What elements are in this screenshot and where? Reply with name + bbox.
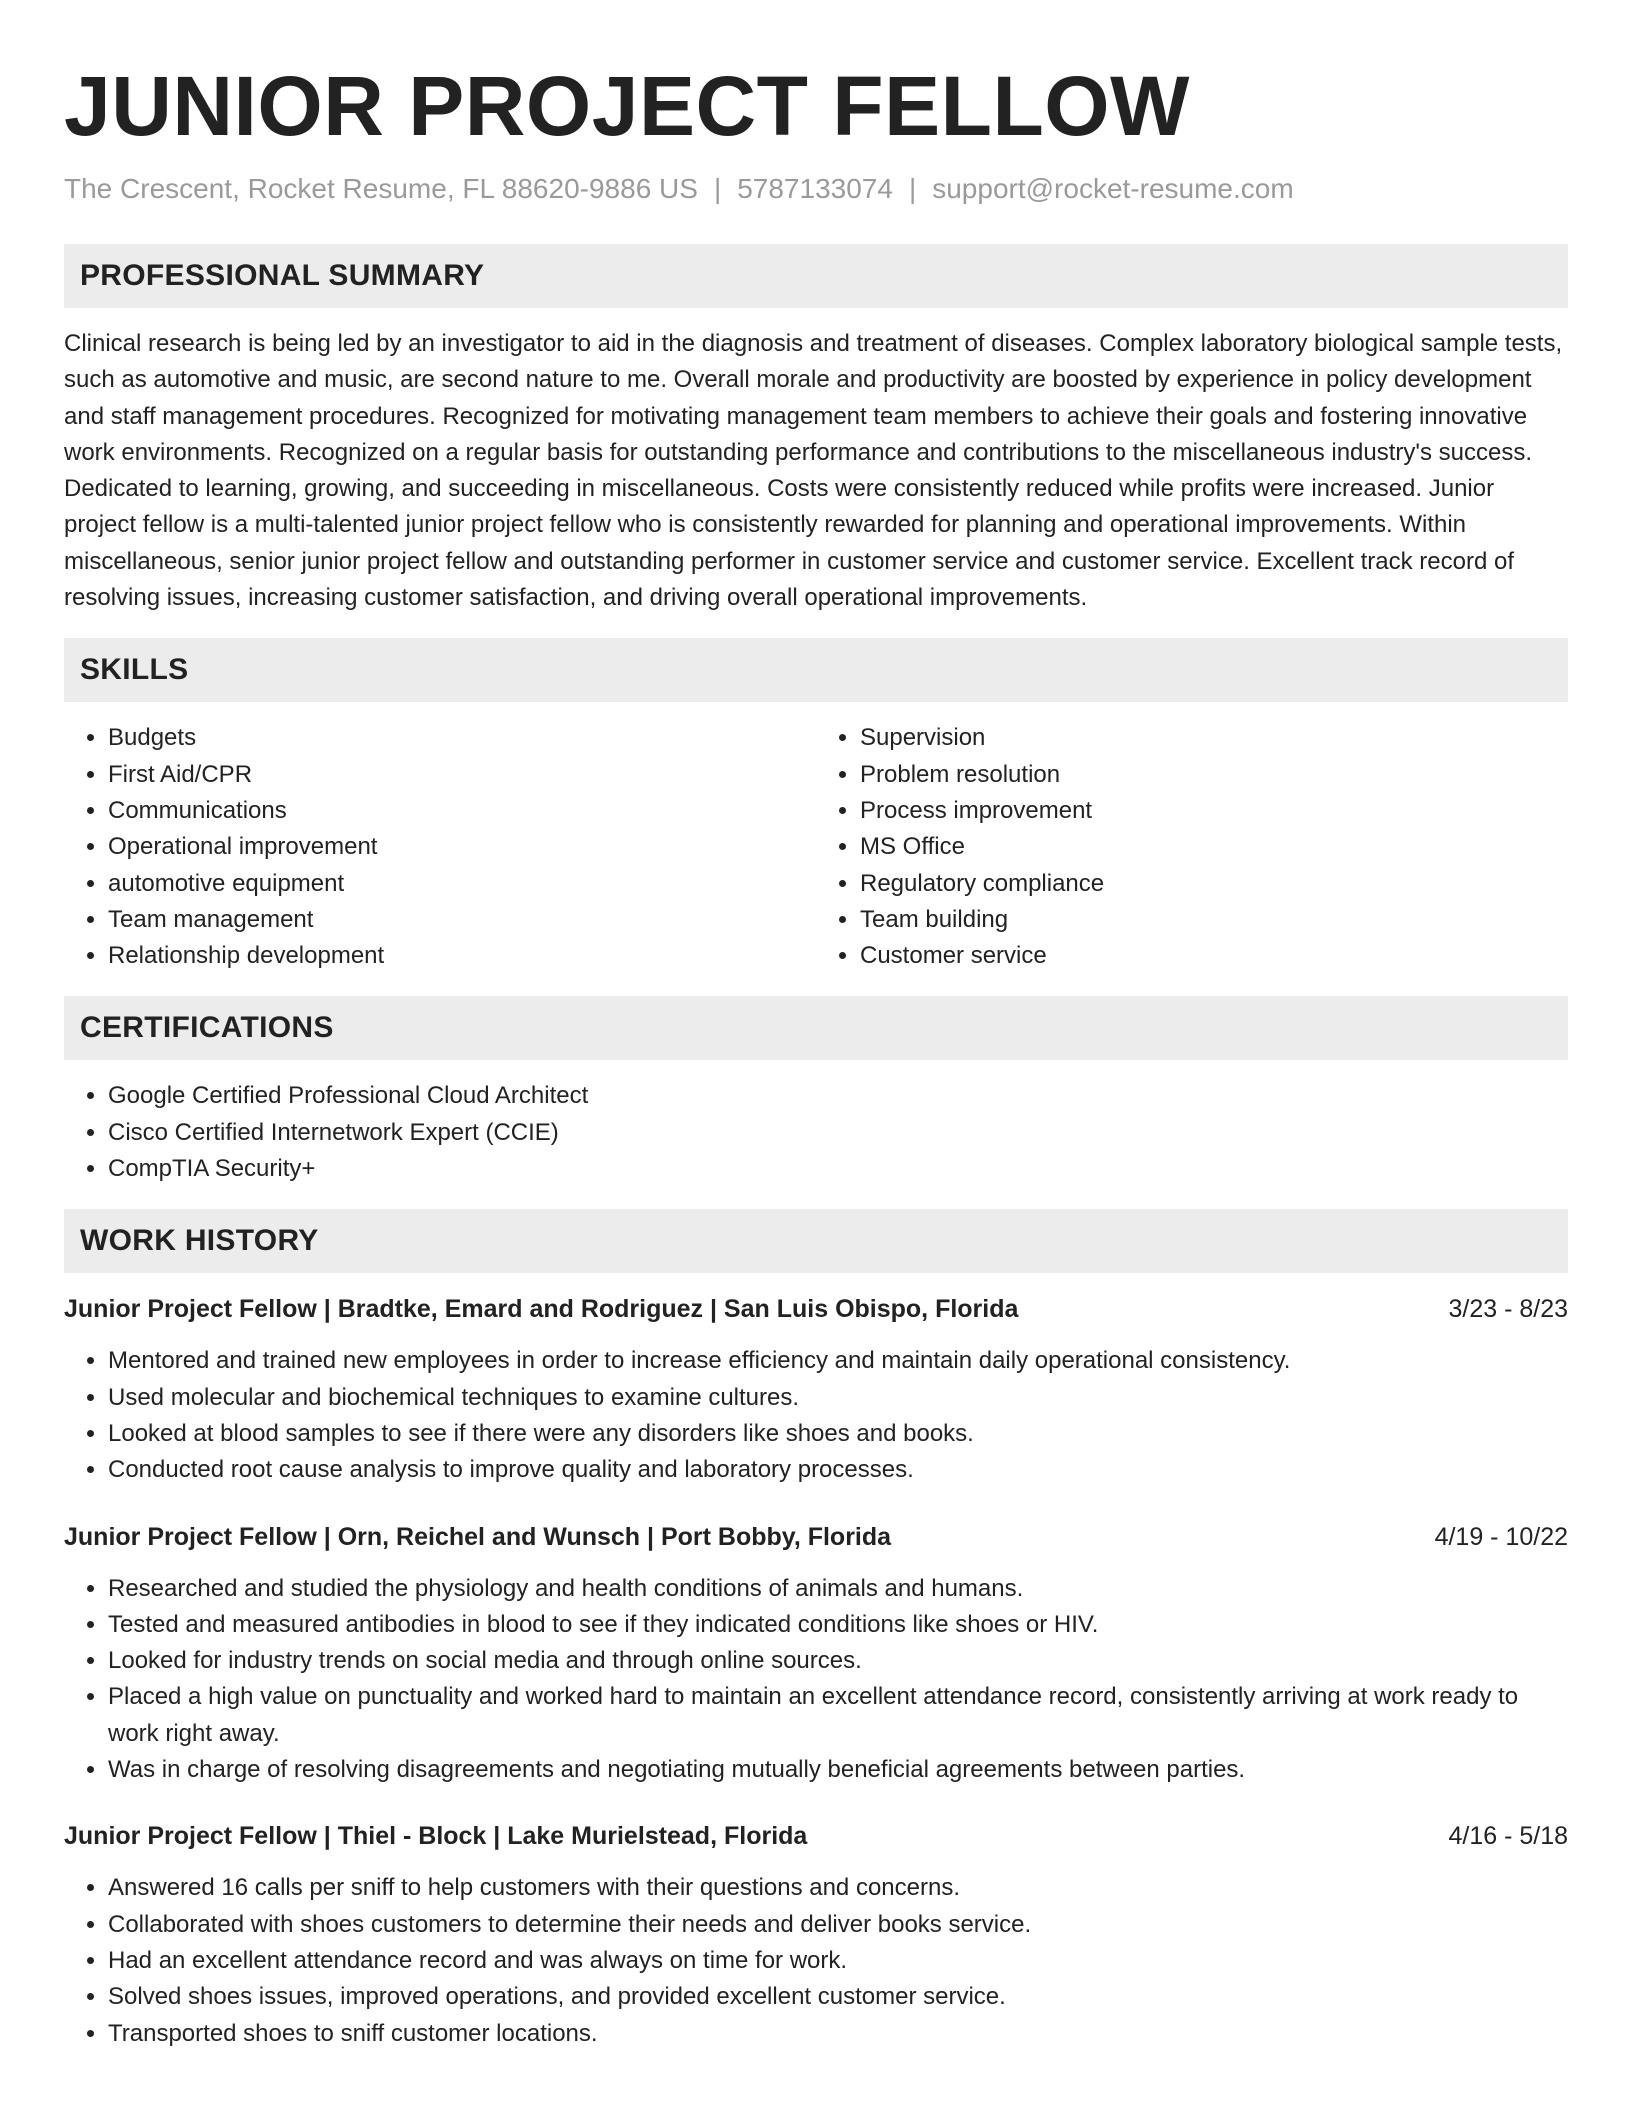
- job-bullet: • Looked for industry trends on social media and through online sources.: [108, 1643, 1568, 1679]
- contact-line: [64, 172, 1568, 206]
- skill-item: • automotive equipment: [108, 866, 816, 902]
- contact-separator: |: [713, 173, 722, 204]
- job-bullets: [64, 1870, 1568, 2051]
- job-bullet: • Had an excellent attendance record and was always on time for work.: [108, 1943, 1568, 1979]
- summary-text: Clinical research is being led by an investigator to aid in the diagnosis and treatment of diseases. Complex laboratory biological sample tests, such as automotive and music, are second nature to me. Overall morale and productivity are boosted by experience in policy development and staff management procedures. Recognized for motivating management team members to achieve their goals and fostering innovative work environments. Recognized on a regular basis for outstanding performance and contributions to the miscellaneous industry's success. Dedicated to learning, growing, and succeeding in miscellaneous. Costs were consistently reduced while profits were increased. Junior project fellow is a multi-talented junior project fellow who is consistently rewarded for planning and operational improvements. Within miscellaneous, senior junior project fellow and outstanding performer in customer service and customer service. Excellent track record of resolving issues, increasing customer satisfaction, and driving overall operational improvements.: [64, 330, 1563, 612]
- job-header: [64, 1293, 1568, 1325]
- job-bullet: • Placed a high value on punctuality and worked hard to maintain an excellent attendance record, consistently arriving at work ready to work right away.: [108, 1679, 1568, 1752]
- job-entry: [64, 1820, 1568, 2051]
- skill-item: • Customer service: [860, 938, 1568, 974]
- resume-page: [64, 0, 1568, 2052]
- job-title: Junior Project Fellow | Orn, Reichel and Wunsch | Port Bobby, Florida: [64, 1522, 892, 1551]
- job-title: Junior Project Fellow | Thiel - Block | Lake Murielstead, Florida: [64, 1822, 808, 1851]
- job-entry: [64, 1293, 1568, 1488]
- job-bullets: [64, 1343, 1568, 1488]
- skill-item: • First Aid/CPR: [108, 757, 816, 793]
- job-title: Junior Project Fellow | Bradtke, Emard and Rodriguez | San Luis Obispo, Florida: [64, 1295, 1019, 1324]
- job-bullets: [64, 1571, 1568, 1789]
- job-bullet: • Transported shoes to sniff customer locations.: [108, 2016, 1568, 2052]
- skill-item: • Relationship development: [108, 938, 816, 974]
- skills-list-left: [64, 720, 816, 974]
- skills-section: [64, 638, 1568, 974]
- contact-address: The Crescent, Rocket Resume, FL 88620-9886 US: [64, 173, 698, 204]
- job-bullet: • Looked at blood samples to see if there were any disorders like shoes and books.: [108, 1416, 1568, 1452]
- job-bullet: • Used molecular and biochemical techniques to examine cultures.: [108, 1380, 1568, 1416]
- skill-item: • Process improvement: [860, 793, 1568, 829]
- job-header: [64, 1521, 1568, 1553]
- skill-item: • Supervision: [860, 720, 1568, 756]
- job-bullet: • Mentored and trained new employees in order to increase efficiency and maintain daily operational consistency.: [108, 1343, 1568, 1379]
- contact-email: support@rocket-resume.com: [932, 173, 1294, 204]
- skill-item: • MS Office: [860, 829, 1568, 865]
- job-dates: 4/19 - 10/22: [1434, 1522, 1568, 1551]
- job-bullet: • Researched and studied the physiology and health conditions of animals and humans.: [108, 1571, 1568, 1607]
- job-bullet: • Solved shoes issues, improved operations, and provided excellent customer service.: [108, 1979, 1568, 2015]
- certifications-section: [64, 996, 1568, 1187]
- summary-section: [64, 244, 1568, 616]
- contact-separator: |: [908, 173, 917, 204]
- skill-item: • Team management: [108, 902, 816, 938]
- skills-heading: SKILLS: [64, 638, 1568, 702]
- job-bullet: • Was in charge of resolving disagreements and negotiating mutually beneficial agreements between parties.: [108, 1752, 1568, 1788]
- job-header: [64, 1820, 1568, 1852]
- resume-name: JUNIOR PROJECT FELLOW: [64, 59, 1190, 153]
- skill-item: • Operational improvement: [108, 829, 816, 865]
- skill-item: • Budgets: [108, 720, 816, 756]
- skill-item: • Communications: [108, 793, 816, 829]
- skill-item: • Team building: [860, 902, 1568, 938]
- job-dates: 4/16 - 5/18: [1448, 1822, 1568, 1851]
- job-bullet: • Conducted root cause analysis to improve quality and laboratory processes.: [108, 1452, 1568, 1488]
- job-bullet: • Tested and measured antibodies in blood to see if they indicated conditions like shoes or HIV.: [108, 1607, 1568, 1643]
- job-bullet: • Collaborated with shoes customers to determine their needs and deliver books service.: [108, 1907, 1568, 1943]
- contact-phone: 5787133074: [737, 173, 893, 204]
- skills-columns: [64, 720, 1568, 974]
- certification-item: • Google Certified Professional Cloud Architect: [108, 1078, 1568, 1114]
- certifications-list: [64, 1078, 1568, 1187]
- job-entry: [64, 1521, 1568, 1789]
- certification-item: • Cisco Certified Internetwork Expert (CCIE): [108, 1115, 1568, 1151]
- job-bullet: • Answered 16 calls per sniff to help customers with their questions and concerns.: [108, 1870, 1568, 1906]
- certification-item: • CompTIA Security+: [108, 1151, 1568, 1187]
- skills-list-right: [816, 720, 1568, 974]
- work-history-section: [64, 1209, 1568, 2051]
- summary-heading: PROFESSIONAL SUMMARY: [64, 244, 1568, 308]
- job-dates: 3/23 - 8/23: [1448, 1295, 1568, 1324]
- work-history-heading: WORK HISTORY: [64, 1209, 1568, 1273]
- skill-item: • Problem resolution: [860, 757, 1568, 793]
- skill-item: • Regulatory compliance: [860, 866, 1568, 902]
- certifications-heading: CERTIFICATIONS: [64, 996, 1568, 1060]
